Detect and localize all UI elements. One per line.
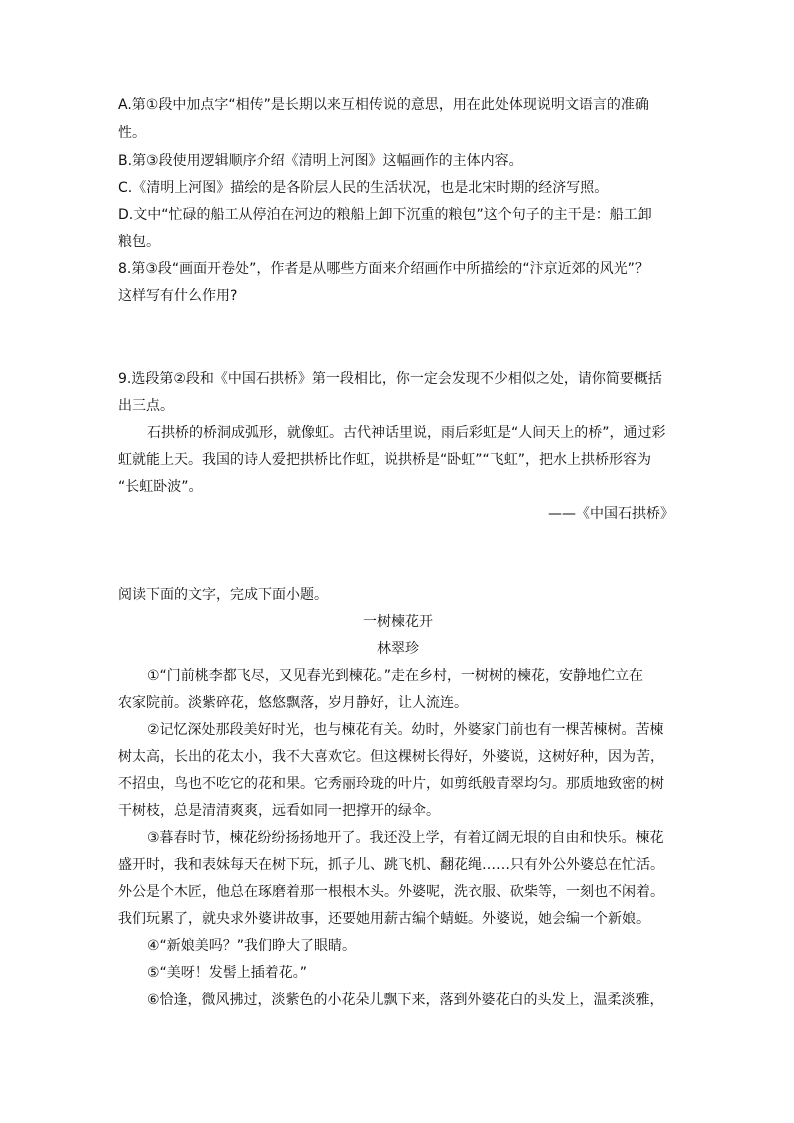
q7-option-a-line2: 性。 — [118, 125, 146, 141]
reading-instruction: 阅读下面的文字，完成下面小题。 — [118, 587, 328, 603]
q9-quote-line3: “长虹卧波”。 — [118, 479, 203, 495]
q7-option-d-line2: 粮包。 — [118, 234, 160, 250]
paragraph-3-line2: 盛开时，我和表妹每天在树下玩，抓子儿、跳飞机、翻花绳……只有外公外婆总在忙活。 — [118, 857, 664, 873]
paragraph-1-line2: 农家院前。淡紫碎花，悠悠飘落，岁月静好，让人流连。 — [118, 695, 468, 711]
paragraph-3-line1: ③暮春时节，楝花纷纷扬扬地开了。我还没上学，有着辽阔无垠的自由和快乐。楝花 — [147, 830, 664, 846]
paragraph-2-line1: ②记忆深处那段美好时光，也与楝花有关。幼时，外婆家门前也有一棵苦楝树。苦楝 — [147, 722, 664, 738]
q7-option-a-line1: A.第①段中加点字“相传”是长期以来互相传说的意思，用在此处体现说明文语言的准确 — [118, 97, 649, 113]
paragraph-2-line4: 干树枝，总是清清爽爽，远看如同一把撑开的绿伞。 — [118, 803, 440, 819]
q9-quote-line2: 虹就能上天。我国的诗人爱把拱桥比作虹，说拱桥是“卧虹”“飞虹”，把水上拱桥形容为 — [118, 452, 652, 468]
paragraph-6-line1: ⑥恰逢，微风拂过，淡紫色的小花朵儿飘下来，落到外婆花白的头发上，温柔淡雅， — [147, 992, 664, 1008]
q7-option-b: B.第③段使用逻辑顺序介绍《清明上河图》这幅画作的主体内容。 — [118, 153, 523, 169]
q9-source: ——《中国石拱桥》 — [548, 506, 674, 522]
paragraph-2-line2: 树太高，长出的花太小，我不大喜欢它。但这棵树长得好，外婆说，这树好种，因为苦， — [118, 749, 664, 765]
paragraph-1-line1: ①“门前桃李都飞尽，又见春光到楝花。”走在乡村，一树树的楝花，安静地伫立在 — [147, 668, 644, 684]
paragraph-3-line3: 外公是个木匠，他总在琢磨着那一根根木头。外婆呢，洗衣服、砍柴等，一刻也不闲着。 — [118, 884, 664, 900]
paragraph-3-line4: 我们玩累了，就央求外婆讲故事，还要她用薪古编个蜻蜓。外婆说，她会编一个新娘。 — [118, 911, 650, 927]
paragraph-2-line3: 不招虫，鸟也不吃它的花和果。它秀丽玲珑的叶片，如剪纸般青翠均匀。那质地致密的树 — [118, 776, 664, 792]
paragraph-5: ⑤“美呀！发髻上插着花。” — [147, 965, 308, 981]
q8-line1: 8.第③段“画面开卷处”，作者是从哪些方面来介绍画作中所描绘的“汴京近郊的风光”？ — [118, 261, 649, 277]
q7-option-c: C.《清明上河图》描绘的是各阶层人民的生活状况，也是北宋时期的经济写照。 — [118, 180, 609, 196]
q9-line1: 9.选段第②段和《中国石拱桥》第一段相比，你一定会发现不少相似之处，请你简要概括 — [118, 371, 662, 387]
q7-option-d-line1: D.文中“忙碌的船工从停泊在河边的粮船上卸下沉重的粮包”这个句子的主干是：船工卸 — [118, 207, 652, 223]
q9-quote-line1: 石拱桥的桥洞成弧形，就像虹。古代神话里说，雨后彩虹是“人间天上的桥”，通过彩 — [147, 425, 666, 441]
q8-line2: 这样写有什么作用? — [118, 288, 238, 304]
q9-line2: 出三点。 — [118, 398, 174, 414]
reading-title: 一树楝花开 — [363, 614, 433, 630]
reading-author: 林翠珍 — [377, 641, 419, 657]
paragraph-4: ④“新娘美吗？”我们睁大了眼睛。 — [147, 938, 357, 954]
